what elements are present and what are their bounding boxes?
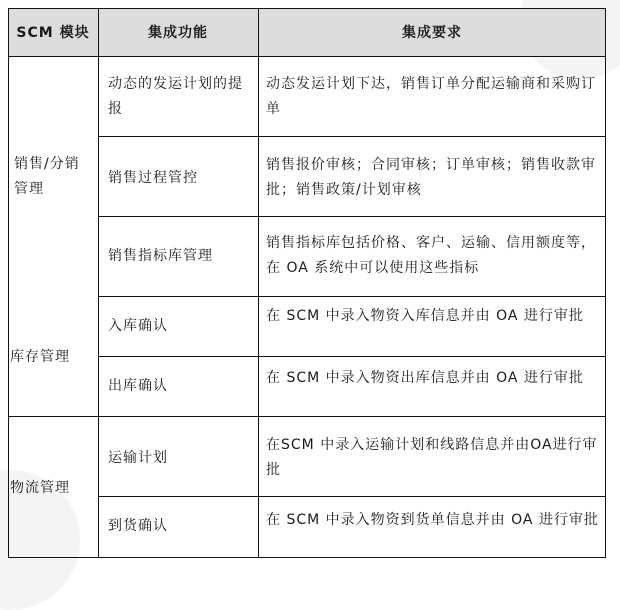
- scm-integration-table: [8, 8, 606, 558]
- requirement-cell: 动态发运计划下达，销售订单分配运输商和采购订单: [266, 76, 596, 117]
- header-scm-module: SCM 模块: [16, 25, 90, 41]
- module-sales: 销售/分销管理: [14, 156, 80, 197]
- requirement-cell: 销售指标库包括价格、客户、运输、信用额度等，在 OA 系统中可以使用这些指标: [266, 235, 596, 276]
- function-cell: 销售过程管控: [108, 169, 198, 186]
- function-cell: 入库确认: [108, 317, 168, 334]
- table-border: [98, 216, 606, 217]
- table-border: [605, 8, 606, 558]
- function-cell: 运输计划: [108, 449, 168, 466]
- function-cell: 到货确认: [108, 517, 168, 534]
- table-border: [98, 356, 606, 357]
- table-border: [98, 136, 606, 137]
- table-border: [98, 8, 99, 558]
- requirement-cell: 在SCM 中录入运输计划和线路信息并由OA进行审批: [266, 437, 598, 478]
- module-inventory: 库存管理: [10, 348, 70, 365]
- function-cell: 动态的发运计划的提报: [108, 76, 243, 117]
- header-requirement: 集成要求: [402, 25, 462, 41]
- requirement-cell: 在 SCM 中录入物资入库信息并由 OA 进行审批: [266, 307, 584, 324]
- function-cell: 出库确认: [108, 377, 168, 394]
- requirement-cell: 在 SCM 中录入物资到货单信息并由 OA 进行审批: [266, 511, 599, 528]
- module-logistics: 物流管理: [10, 479, 70, 496]
- requirement-cell: 在 SCM 中录入物资出库信息并由 OA 进行审批: [266, 369, 584, 386]
- function-cell: 销售指标库管理: [108, 247, 213, 264]
- table-border: [98, 296, 606, 297]
- table-border: [8, 8, 9, 558]
- header-function: 集成功能: [148, 25, 208, 41]
- requirement-cell: 销售报价审核；合同审核；订单审核；销售收款审批；销售政策/计划审核: [266, 157, 596, 198]
- table-border: [258, 8, 259, 558]
- table-border: [98, 496, 606, 497]
